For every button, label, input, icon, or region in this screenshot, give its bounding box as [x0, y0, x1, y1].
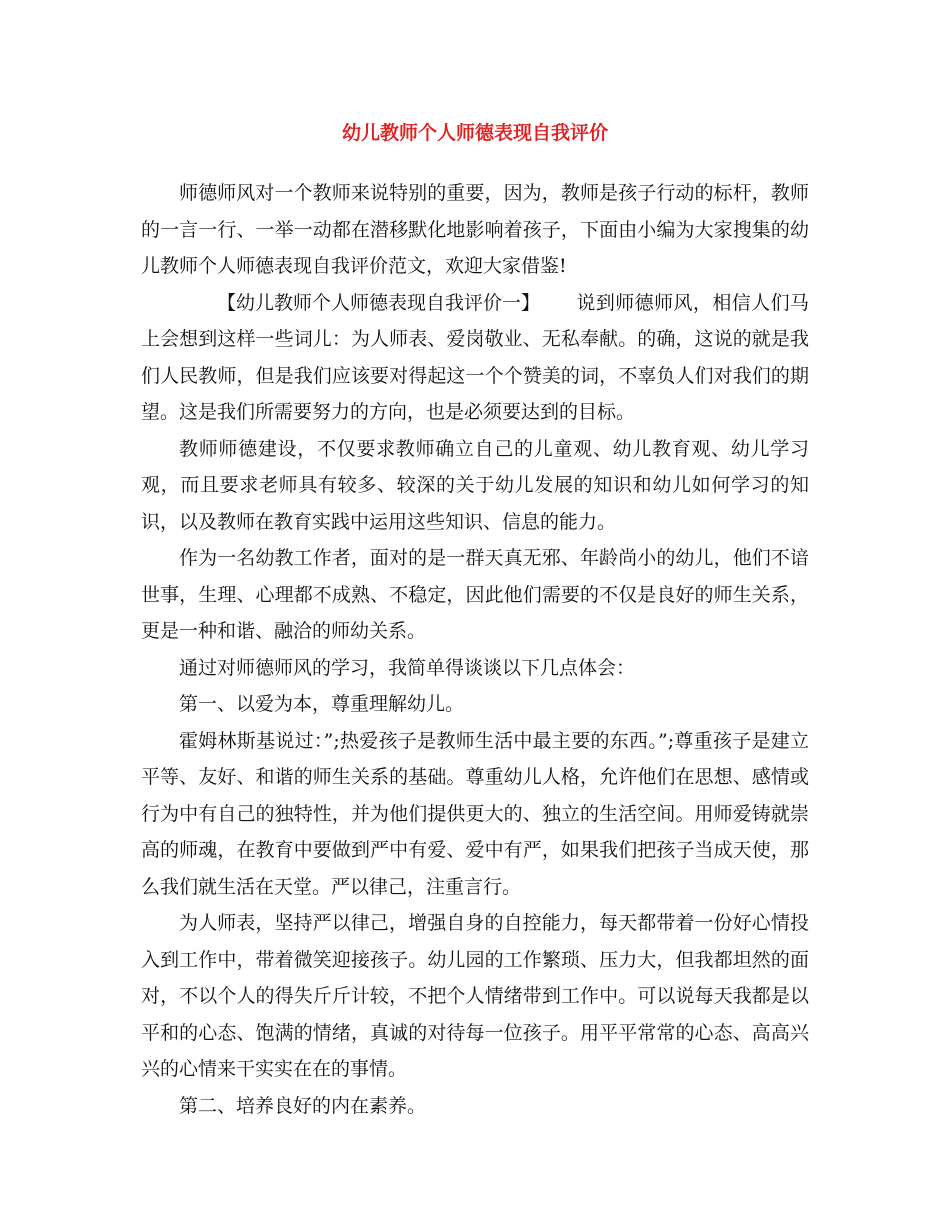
- section-paragraph-text: 说到师德师风，相信人们马上会想到这样一些词儿：为人师表、爱岗敬业、无私奉献。的确，这说的就是我们人民教师，但是我们应该要对得起这一个个赞美的词，不辜负人们对我们的期望。这是我们所需要努力的方向，也是必须要达到的目标。: [141, 291, 809, 423]
- paragraph-learning-intro: 通过对师德师风的学习，我简单得谈谈以下几点体会：: [179, 656, 636, 679]
- point-one-heading: 第一、以爱为本，尊重理解幼儿。: [179, 693, 465, 715]
- document-title: 幼儿教师个人师德表现自我评价: [341, 122, 608, 144]
- section-heading: 【幼儿教师个人师德表现自我评价一】: [217, 291, 541, 314]
- paragraph-role-model: 为人师表，坚持严以律己，增强自身的自控能力，每天都带着一份好心情投入到工作中，带着微笑迎接孩子。幼儿园的工作繁琐、压力大，但我都坦然的面对，不以个人的得失斤斤计较，不把个人情绪带到工作中。可以说每天我都是以平和的心态、饱满的情绪，真诚的对待每一位孩子。用平平常常的心态、高高兴兴的心情来干实实在在的事情。: [141, 912, 809, 1080]
- document-body: [141, 175, 809, 1124]
- paragraph-kindergarten-worker: 作为一名幼教工作者，面对的是一群天真无邪、年龄尚小的幼儿，他们不谙世事，生理、心理都不成熟、不稳定，因此他们需要的不仅是良好的师生关系，更是一种和谐、融洽的师幼关系。: [141, 547, 809, 642]
- point-two-heading: 第二、培养良好的内在素养。: [179, 1094, 427, 1117]
- section-paragraph: [141, 285, 809, 431]
- paragraph-teacher-ethics: 教师师德建设，不仅要求教师确立自己的儿童观、幼儿教育观、幼儿学习观，而且要求老师具有较多、较深的关于幼儿发展的知识和幼儿如何学习的知识，以及教师在教育实践中运用这些知识、信息的能力。: [141, 437, 809, 533]
- paragraph-respect-children: 霍姆林斯基说过：”;热爱孩子是教师生活中最主要的东西。”;尊重孩子是建立平等、友好、和谐的师生关系的基础。尊重幼儿人格，允许他们在思想、感情或行为中有自己的独特性，并为他们提供更大的、独立的生活空间。用师爱铸就崇高的师魂，在教育中要做到严中有爱、爱中有严，如果我们把孩子当成天使，那么我们就生活在天堂。严以律己，注重言行。: [141, 729, 809, 898]
- intro-paragraph: 师德师风对一个教师来说特别的重要，因为，教师是孩子行动的标杆，教师的一言一行、一举一动都在潜移默化地影响着孩子，下面由小编为大家搜集的幼儿教师个人师德表现自我评价范文，欢迎大家借鉴!: [141, 182, 809, 277]
